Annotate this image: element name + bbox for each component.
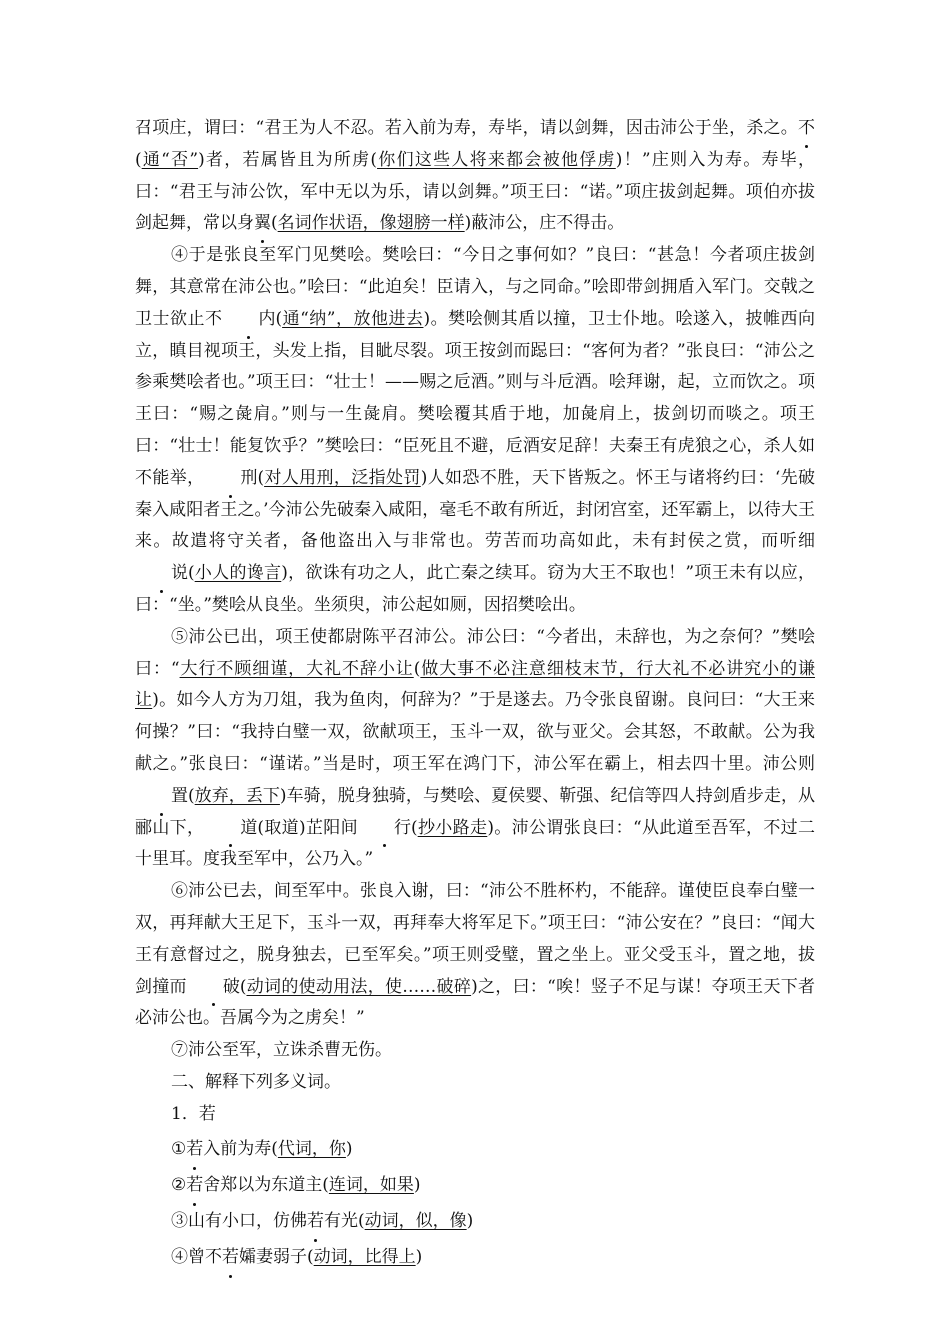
emphasized-character: 若	[222, 1239, 239, 1275]
text-run: )蔽沛公，庄不得击。	[464, 213, 625, 234]
text-run: ③山有小口，仿佛	[171, 1210, 307, 1231]
text-run: ④曾不	[171, 1246, 222, 1267]
text-run: )	[415, 1246, 423, 1267]
text-run: ⑤沛公已出，项王使都尉陈平召沛公。沛公曰：“今者出，未辞也，为之奈何？”樊哙曰：“	[135, 626, 815, 679]
annotation: 你们这些人将来都会被他俘虏	[377, 149, 616, 170]
emphasized-character: 行	[358, 813, 411, 845]
text-run: )之，曰：“唉！竖子不足与谋！夺项王天下者必沛公也。吾属今为之虏矣！”	[135, 976, 816, 1029]
emphasized-character: 翼	[254, 208, 271, 240]
paragraph	[135, 1035, 815, 1067]
annotation: 动词的使动用法，使……破碎	[246, 976, 472, 997]
text-run: (	[271, 213, 278, 234]
paragraph	[135, 1099, 815, 1131]
text-run: ④于是张良至军门见樊哙。樊哙曰：“今日之事何如？”良曰：“甚急！今者项庄拔剑舞，其意常在沛公也。”哙曰：“此迫矣！臣请入，与之同命。”哙即带剑拥盾入军门。交戟之卫士欲止不	[135, 245, 815, 329]
annotation: 通“否”	[141, 149, 199, 170]
emphasized-character: 若	[307, 1203, 324, 1239]
definition-item	[135, 1167, 815, 1203]
text-run: (	[275, 308, 283, 329]
text-run: (	[257, 467, 265, 488]
paragraph	[135, 1067, 815, 1099]
annotation: 连词，如果	[328, 1174, 414, 1195]
emphasized-character: 刑	[204, 463, 257, 495]
definition-item	[135, 1203, 815, 1239]
text-run: )。沛公谓张良曰：“从此道至吾军，不过二十里耳。度我至军中，公乃入。”	[135, 817, 816, 870]
text-run: ⑥沛公已去，间至军中。张良入谢，曰：“沛公不胜杯杓，不能辞。谨使臣良奉白璧一双，再拜献大王足下，玉斗一双，再拜奉大将军足下。”项王曰：“沛公安在？”良曰：“闻大王有意督过之，脱身独去，已至军矣。”项王则受璧，置之坐上。亚父受玉斗，置之地，拔剑撞而	[135, 881, 815, 997]
emphasized-character: 内	[222, 304, 275, 336]
text-run: )人如恐不胜，天下皆叛之。怀王与诸将约曰：‘先破秦入咸阳者王之。’今沛公先破秦入咸阳，毫毛不敢有所近，封闭宫室，还军霸上，以待大王来。故遣将守关者，备他盗出入与非常也。劳苦而功高如此，未有封侯之赏，而听细	[135, 467, 816, 552]
text-run: ⑦沛公至军，立诛杀曹无伤。	[171, 1040, 392, 1061]
text-run: (	[413, 658, 421, 679]
text-run: 入前为寿(	[203, 1138, 278, 1159]
annotation: 放弃，丢下	[194, 785, 280, 806]
text-run: 1．若	[171, 1103, 216, 1124]
text-run: 有光(	[324, 1210, 365, 1231]
text-run: ①	[171, 1138, 187, 1159]
paragraph	[135, 622, 815, 876]
text-run: 召项庄，谓曰：“君王为人不忍。若入前为寿，寿毕，请以剑舞，因击沛公于坐，杀之。	[135, 118, 798, 138]
emphasized-character: 若	[186, 1131, 203, 1167]
emphasized-character: 破	[187, 972, 240, 1004]
emphasized-character: 不	[798, 113, 815, 145]
text-run: )	[345, 1138, 353, 1159]
emphasized-character: 说	[135, 558, 188, 590]
text-run: 孀妻弱子(	[239, 1246, 314, 1267]
emphasized-character: 道	[204, 813, 257, 845]
annotation: 对人用刑，泛指处罚	[264, 467, 421, 488]
text-run: )者，若属皆且为所虏(	[198, 149, 378, 170]
annotation: 代词，你	[277, 1138, 346, 1159]
text-run: (	[239, 976, 247, 997]
text-run: )！”庄则入为寿。寿毕，曰：“君王与沛公饮，军中无以为乐，请以剑舞。”项王曰：“诺。”项庄拔剑起舞。项伯亦拔剑起舞，常以身	[135, 149, 816, 234]
text-run: 二、解释下列多义词。	[171, 1071, 341, 1092]
annotation: 通“纳”，放他进去	[282, 308, 424, 329]
text-run: )	[466, 1210, 474, 1231]
text-run: (取道)芷阳间	[257, 817, 358, 838]
text-run: (	[188, 563, 195, 584]
annotation: 做大事不必注意细枝末节，行大礼不必讲究小的谦让	[135, 658, 816, 711]
paragraph	[135, 113, 815, 240]
text-run: )。樊哙侧其盾以撞，卫士仆地。哙遂入，披帷西向立，瞋目视项王，头发上指，目眦尽裂。项王按剑而跽曰：“客何为者？”张良曰：“沛公之参乘樊哙者也。”项王曰：“壮士！——赐之卮酒。”则与斗卮酒。哙拜谢，起，立而饮之。项王曰：“赐之彘肩。”则与一生彘肩。樊哙覆其盾于地，加彘肩上，拔剑切而啖之。项王曰：“壮士！能复饮乎？”樊哙曰：“臣死且不避，卮酒安足辞！夫秦王有虎狼之心，杀人如不能举，	[135, 308, 815, 488]
text-run: )。如今人方为刀俎，我为鱼肉，何辞为？”于是遂去。乃令张良留谢。良问曰：“大王来何操？”曰：“我持白璧一双，欲献项王，玉斗一双，欲与亚父。会其怒，不敢献。公为我献之。”张良曰：“谨诺。”当是时，项王军在鸿门下，沛公军在霸上，相去四十里。沛公则	[135, 690, 815, 774]
paragraph	[135, 876, 815, 1035]
annotation: 大行不顾细谨，大礼不辞小让	[179, 658, 414, 679]
paragraph	[135, 240, 815, 622]
annotation: 名词作状语，像翅膀一样	[277, 213, 465, 234]
text-run: (	[188, 785, 195, 806]
text-run: )，欲诛有功之人，此亡秦之续耳。窃为大王不取也！”项王未有以应，曰：“坐。”樊哙从良坐。坐须臾，沛公起如厕，因招樊哙出。	[135, 563, 816, 615]
text-run: ②	[171, 1174, 187, 1195]
text-run: )车骑，脱身独骑，与樊哙、夏侯婴、靳强、纪信等四人持剑盾步走，从郦山下，	[135, 785, 815, 838]
definition-item	[135, 1131, 815, 1167]
text-run: )	[413, 1174, 421, 1195]
annotation: 抄小路走	[417, 817, 488, 838]
annotation: 小人的谗言	[194, 563, 282, 584]
text-run: 舍郑以为东道主(	[203, 1174, 329, 1195]
emphasized-character: 置	[135, 781, 188, 813]
document-body	[135, 113, 815, 1275]
annotation: 动词，比得上	[313, 1246, 416, 1267]
text-run: (	[410, 817, 418, 838]
text-run: (	[135, 149, 142, 170]
emphasized-character: 若	[186, 1167, 203, 1203]
annotation: 动词，似，像	[364, 1210, 467, 1231]
definition-item	[135, 1239, 815, 1275]
